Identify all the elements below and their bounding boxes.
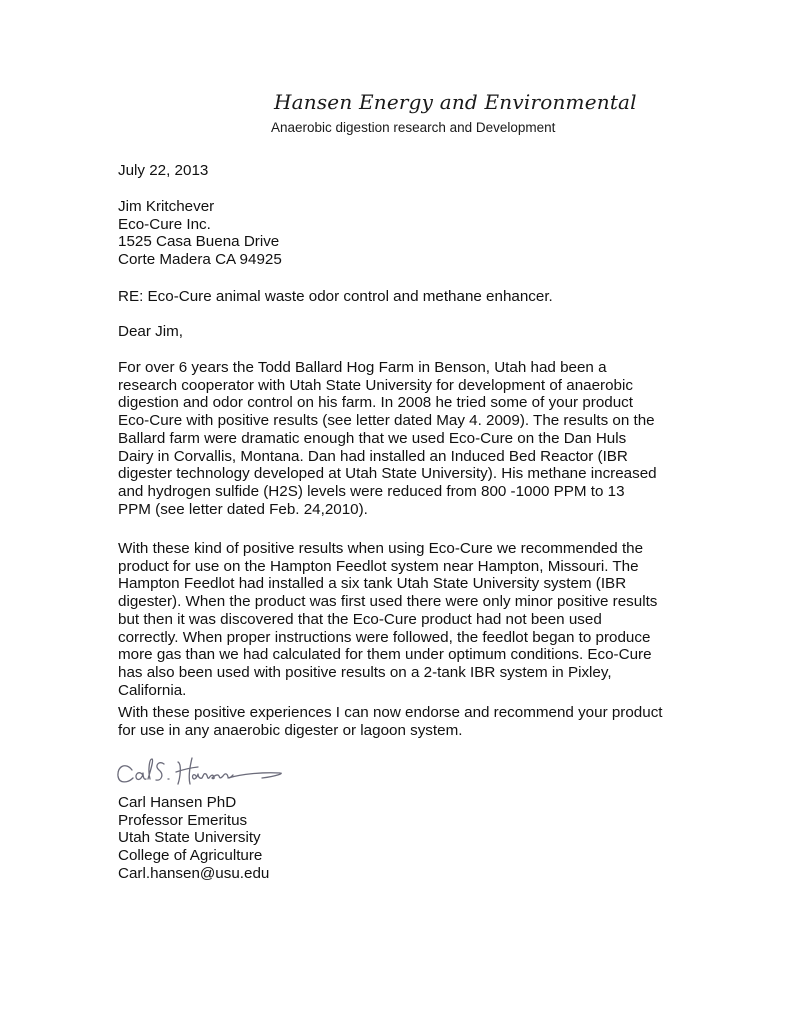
recipient-street: 1525 Casa Buena Drive [118,233,280,251]
subject-line [118,288,718,306]
signature-image [112,748,312,792]
paragraph-line: digester technology developed at Utah State University). His methane increased [118,465,657,483]
signer-institution: Utah State University [118,829,261,847]
paragraph-2 [118,540,718,699]
paragraph-line: and hydrogen sulfide (H2S) levels were reduced from 800 -1000 PPM to 13 [118,482,625,500]
signature-closing [118,794,718,883]
paragraph-line: With these kind of positive results when using Eco-Cure we recommended the [118,540,644,557]
paragraph-1 [118,359,718,518]
paragraph-line: Dairy in Corvallis, Montana. Dan had installed an Induced Bed Reactor (IBR [118,447,628,465]
paragraph-line: research cooperator with Utah State University for development of anaerobic [118,376,633,394]
paragraph-line: Hampton Feedlot had installed a six tank Utah State University system (IBR [118,575,627,593]
recipient-city: Corte Madera CA 94925 [118,251,282,269]
letter-date [118,162,718,180]
signer-college: College of Agriculture [118,847,263,865]
paragraph-line: digestion and odor control on his farm. In 2008 he tried some of your product [118,394,633,412]
date-text: July 22, 2013 [118,162,209,179]
organization-name: Hansen Energy and Environmental [274,90,637,114]
paragraph-line: but then it was discovered that the Eco-Cure product had not been used [118,610,602,628]
salutation [118,323,718,341]
recipient-company: Eco-Cure Inc. [118,215,211,233]
paragraph-3 [118,704,718,739]
signer-name: Carl Hansen PhD [118,794,237,811]
paragraph-line: correctly. When proper instructions were followed, the feedlot began to produce [118,628,651,646]
paragraph-line: digester). When the product was first used there were only minor positive results [118,593,658,611]
paragraph-line: Eco-Cure with positive results (see letter dated May 4. 2009). The results on the [118,412,655,430]
paragraph-line: With these positive experiences I can now endorse and recommend your product [118,704,663,721]
paragraph-line: PPM (see letter dated Feb. 24,2010). [118,500,368,518]
paragraph-line: product for use on the Hampton Feedlot system near Hampton, Missouri. The [118,557,639,575]
paragraph-line: California. [118,681,187,699]
paragraph-line: for use in any anaerobic digester or lagoon system. [118,721,463,739]
paragraph-line: For over 6 years the Todd Ballard Hog Farm in Benson, Utah had been a [118,359,607,376]
handwritten-signature [112,748,312,792]
signer-email: Carl.hansen@usu.edu [118,864,270,882]
paragraph-line: Ballard farm were dramatic enough that we used Eco-Cure on the Dan Huls [118,429,627,447]
subject-text: RE: Eco-Cure animal waste odor control and methane enhancer. [118,288,553,305]
recipient-address [118,198,718,269]
recipient-name: Jim Kritchever [118,198,215,215]
signer-title: Professor Emeritus [118,811,248,829]
salutation-text: Dear Jim, [118,323,183,340]
paragraph-line: has also been used with positive results on a 2-tank IBR system in Pixley, [118,663,612,681]
organization-tagline: Anaerobic digestion research and Development [271,120,556,135]
paragraph-line: more gas than we had calculated for them under optimum conditions. Eco-Cure [118,646,652,664]
